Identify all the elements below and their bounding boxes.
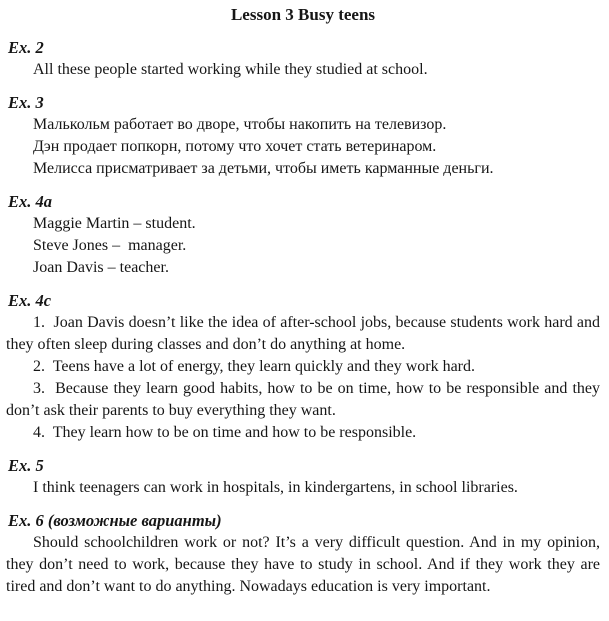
paragraph: Дэн продает попкорн, потому что хочет стать ветеринаром. xyxy=(33,138,437,155)
paragraph: 2. Teens have a lot of energy, they learn quickly and they work hard. xyxy=(33,358,475,375)
paragraph: 1. Joan Davis doesn’t like the idea of after-school jobs, because students work hard and they often sleep during classes and don’t do anything at home. xyxy=(6,314,600,353)
paragraph: I think teenagers can work in hospitals, in kindergartens, in school libraries. xyxy=(33,479,518,496)
paragraph: Should schoolchildren work or not? It’s a very difficult question. And in my opinion, they don’t need to work, because they have to study in school. And if they work they are tired and don’t want to do anything. Nowadays education is very important. xyxy=(6,534,600,595)
exercise-heading: Ex. 2 xyxy=(8,38,44,57)
page-title: Lesson 3 Busy teens xyxy=(230,5,376,24)
exercise-heading: Ex. 5 xyxy=(8,456,44,475)
exercise-heading: Ex. 4a xyxy=(8,192,53,211)
exercise-section xyxy=(6,455,600,499)
exercise-section xyxy=(6,92,600,180)
paragraph: All these people started working while they studied at school. xyxy=(33,61,428,78)
exercise-section xyxy=(6,191,600,279)
paragraph: Мелисса присматривает за детьми, чтобы иметь карманные деньги. xyxy=(33,160,494,177)
paragraph: Steve Jones – manager. xyxy=(33,237,187,254)
exercise-heading: Ex. 4c xyxy=(8,291,52,310)
exercise-section xyxy=(6,290,600,444)
sections-container xyxy=(6,37,600,598)
exercise-heading: Ex. 6 (возможные варианты) xyxy=(8,511,222,530)
exercise-heading: Ex. 3 xyxy=(8,93,44,112)
paragraph: 4. They learn how to be on time and how to be responsible. xyxy=(33,424,417,441)
exercise-section xyxy=(6,510,600,598)
paragraph: Малькольм работает во дворе, чтобы накопить на телевизор. xyxy=(33,116,447,133)
exercise-section xyxy=(6,37,600,81)
paragraph: Joan Davis – teacher. xyxy=(33,259,169,276)
paragraph: Maggie Martin – student. xyxy=(33,215,196,232)
paragraph: 3. Because they learn good habits, how to be on time, how to be responsible and they don’t ask their parents to buy everything they want. xyxy=(6,380,600,419)
